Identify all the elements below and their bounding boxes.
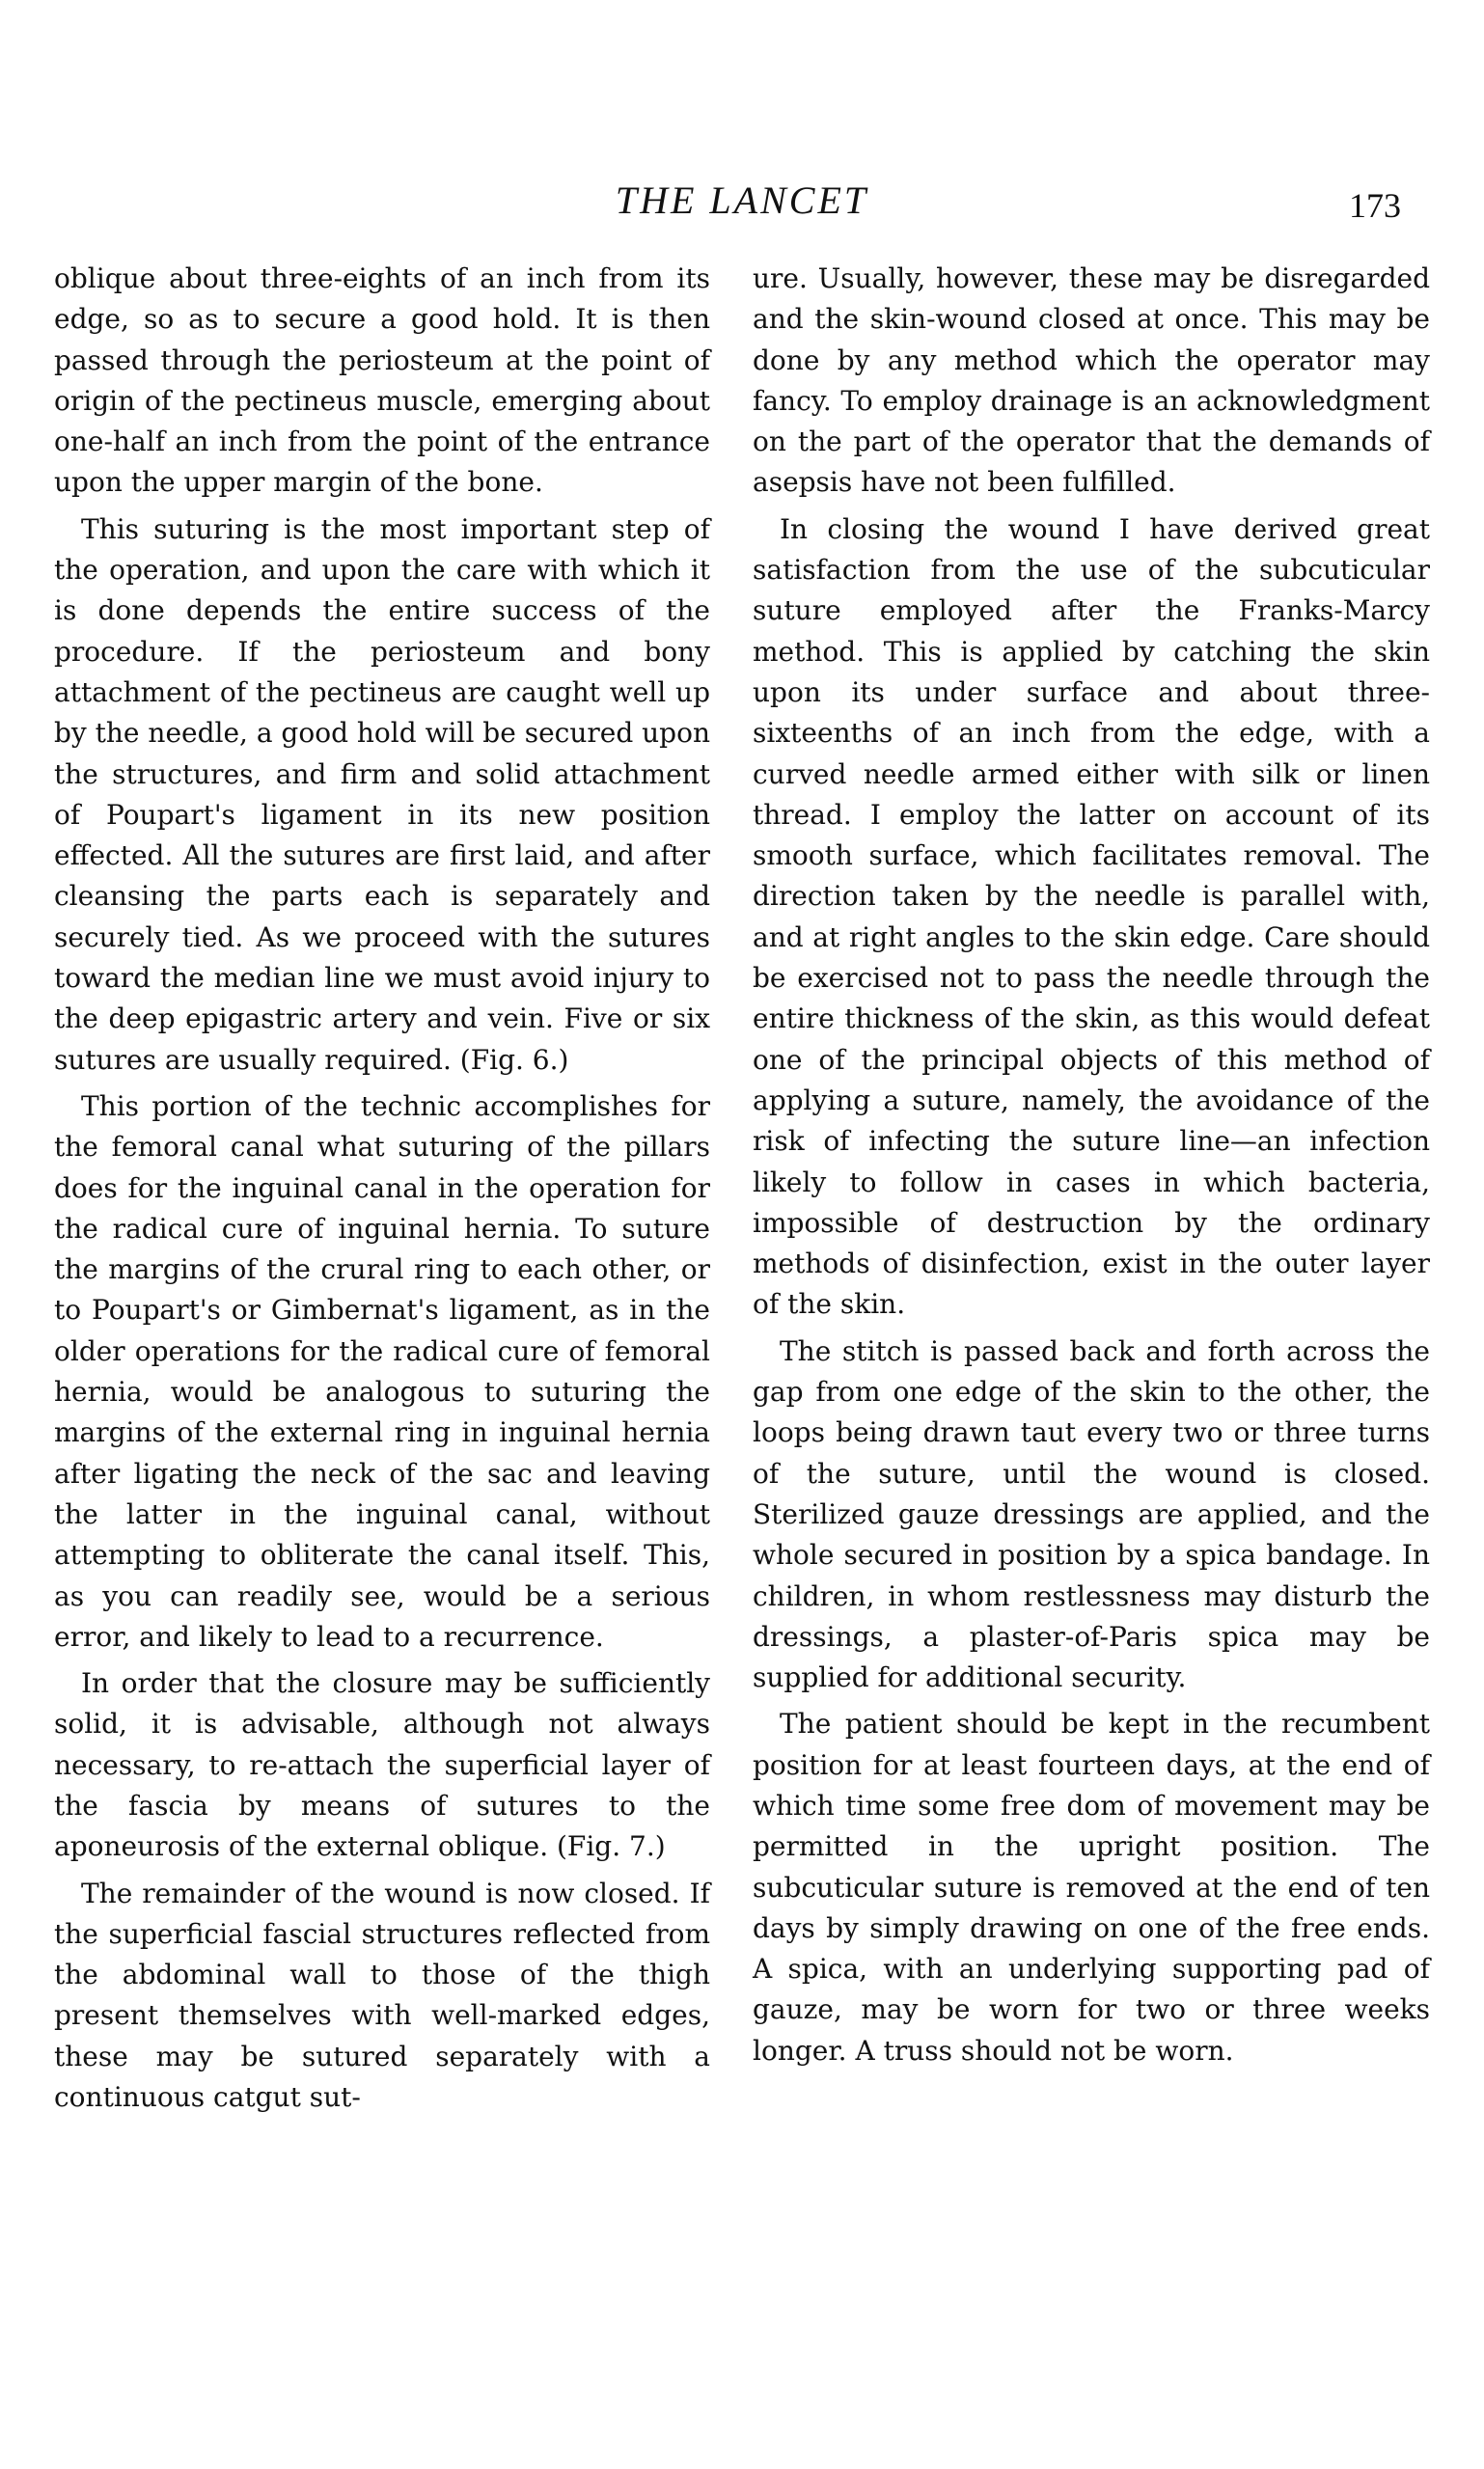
page-number: 173 [1349,186,1401,225]
running-title: THE LANCET [615,178,869,222]
paragraph: ure. Usually, however, these may be disregarded and the skin-wound closed at once. This may be done by any method which the operator may fancy. To employ drainage is an acknowledgment on the part of the operator that the demands of asepsis have not been fulfilled. [753,262,1430,499]
paragraph: In order that the closure may be sufficiently solid, it is advisable, although not always necessary, to re-attach the superficial layer of the fascia by means of sutures to the aponeurosis of the external oblique. (Fig. 7.) [54,1667,710,1863]
paragraph: The stitch is passed back and forth across the gap from one edge of the skin to the other, the loops being drawn taut every two or three turns of the suture, until the wound is closed. Sterilized gauze dressings are applied, and the whole secured in position by a spica bandage. In children, in whom restlessness may disturb the dressings, a plaster-of-Paris spica may be supplied for additional security. [753,1334,1430,1694]
paragraph: The remainder of the wound is now closed. If the superficial fascial structures reflected from the abdominal wall to those of the thigh present themselves with well-marked edges, these may be sutured separately with a continuous catgut sut- [54,1877,710,2114]
paragraph: This suturing is the most important step of the operation, and upon the care with which it is done depends the entire success of the procedure. If the periosteum and bony attachment of the pectineus are caught well up by the needle, a good hold will be secured upon the structures, and firm and solid attachment of Poupart's ligament in its new position effected. All the sutures are first laid, and after cleansing the parts each is separately and securely tied. As we proceed with the sutures toward the median line we must avoid injury to the deep epigastric artery and vein. Five or six sutures are usually required. (Fig. 6.) [54,512,710,1076]
paragraph: This portion of the technic accomplishes for the femoral canal what suturing of the pillars does for the inguinal canal in the operation for the radical cure of inguinal hernia. To suture the margins of the crural ring to each other, or to Poupart's or Gimbernat's ligament, as in the older operations for the radical cure of femoral hernia, would be analogous to suturing the margins of the external ring in inguinal hernia after ligating the neck of the sac and leaving the latter in the inguinal canal, without attempting to obliterate the canal itself. This, as you can readily see, would be a serious error, and likely to lead to a recurrence. [54,1089,710,1653]
left-column [54,259,710,2124]
right-column [753,259,1430,2077]
paragraph: The patient should be kept in the recumbent position for at least fourteen days, at the end of which time some free dom of movement may be permitted in the upright position. The subcuticular suture is removed at the end of ten days by simply drawing on one of the free ends. A spica, with an underlying supporting pad of gauze, may be worn for two or three weeks longer. A truss should not be worn. [753,1708,1430,2067]
paragraph: In closing the wound I have derived great satisfaction from the use of the subcuticular suture employed after the Franks-Marcy method. This is applied by catching the skin upon its under surface and about three-sixteenths of an inch from the edge, with a curved needle armed either with silk or linen thread. I employ the latter on account of its smooth surface, which facilitates removal. The direction taken by the needle is parallel with, and at right angles to the skin edge. Care should be exercised not to pass the needle through the entire thickness of the skin, as this would defeat one of the principal objects of this method of applying a suture, namely, the avoidance of the risk of infecting the suture line—an infection likely to follow in cases in which bacteria, impossible of destruction by the ordinary methods of disinfection, exist in the outer layer of the skin. [753,512,1430,1321]
paragraph: oblique about three-eights of an inch from its edge, so as to secure a good hold. It is then passed through the periosteum at the point of origin of the pectineus muscle, emerging about one-half an inch from the point of the entrance upon the upper margin of the bone. [54,262,710,499]
